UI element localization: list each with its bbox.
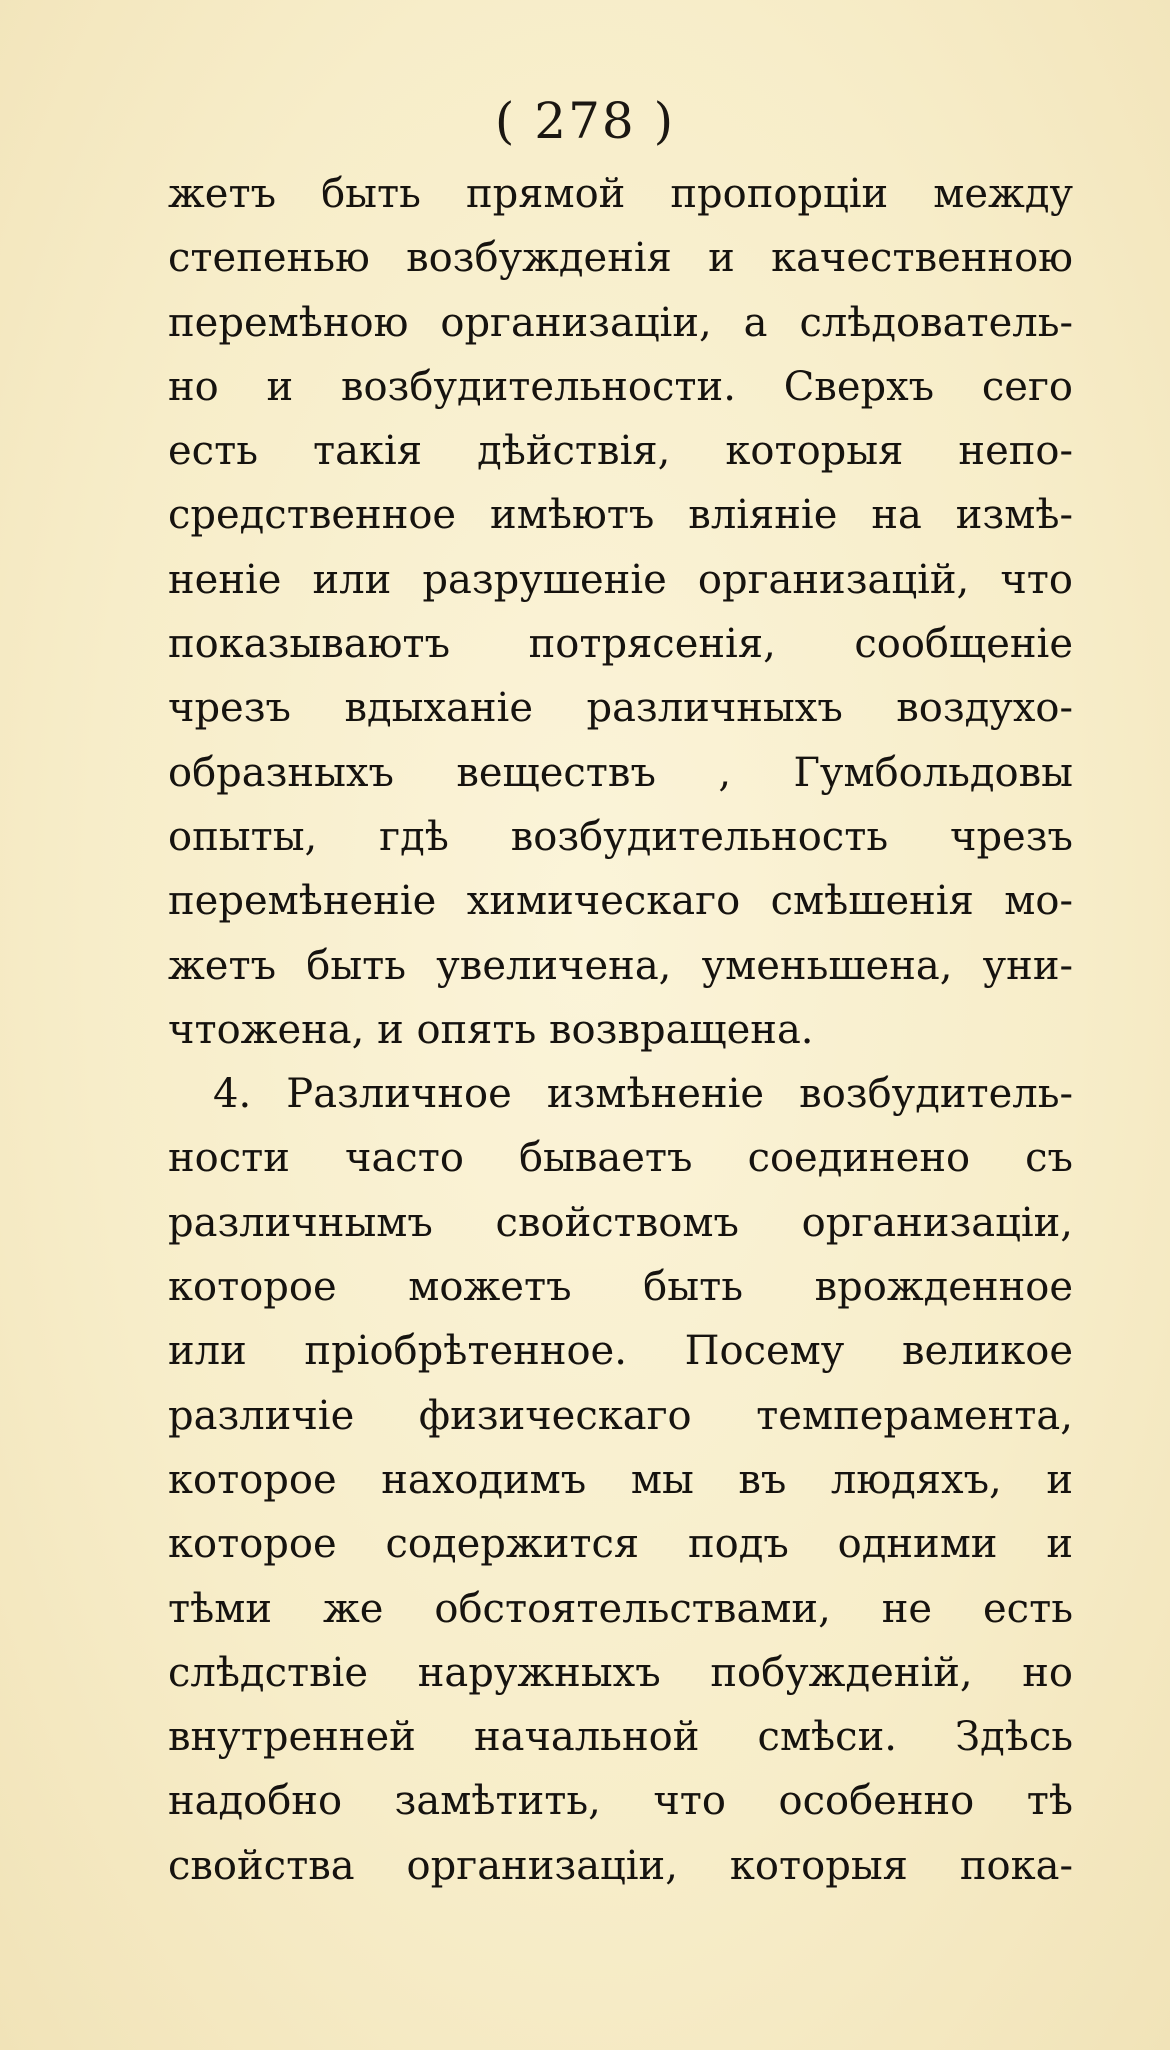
text-line: степенью возбужденія и качественною xyxy=(168,235,1073,282)
text-line: различіе физическаго темперамента, xyxy=(168,1392,1073,1439)
body-text xyxy=(168,162,1073,1898)
text-line: неніе или разрушеніе организацій, что xyxy=(168,556,1073,603)
text-line: различнымъ свойствомъ организаціи, xyxy=(168,1199,1073,1246)
text-line: которое находимъ мы въ людяхъ, и xyxy=(168,1456,1073,1503)
text-line: но и возбудительности. Сверхъ сего xyxy=(168,363,1073,410)
text-line: внутренней начальной смѣси. Здѣсь xyxy=(168,1714,1073,1761)
text-line: перемѣною организаціи, а слѣдователь- xyxy=(168,299,1073,346)
text-line: средственное имѣютъ вліяніе на измѣ- xyxy=(168,492,1073,539)
text-line: перемѣненіе химическаго смѣшенія мо- xyxy=(168,878,1073,925)
text-line: которое можетъ быть врожденное xyxy=(168,1264,1073,1311)
text-line: жетъ быть увеличена, уменьшена, уни- xyxy=(168,942,1073,989)
text-line: ности часто бываетъ соединено съ xyxy=(168,1135,1073,1182)
text-line: надобно замѣтить, что особенно тѣ xyxy=(168,1778,1073,1825)
text-line: чрезъ вдыханіе различныхъ воздухо- xyxy=(168,685,1073,732)
text-line: образныхъ веществъ , Гумбольдовы xyxy=(168,749,1073,796)
text-line: которое содержится подъ одними и xyxy=(168,1521,1073,1568)
text-line: показываютъ потрясенія, сообщеніе xyxy=(168,621,1073,668)
paragraph-start-line: 4. Различное измѣненіе возбудитель- xyxy=(213,1071,1073,1118)
text-line: опыты, гдѣ возбудительность чрезъ xyxy=(168,813,1073,860)
text-line: тѣми же обстоятельствами, не есть xyxy=(168,1585,1073,1632)
text-line: слѣдствіе наружныхъ побужденій, но xyxy=(168,1649,1073,1696)
paragraph-end-line: чтожена, и опять возвращена. xyxy=(168,1006,814,1053)
text-line: свойства организаціи, которыя пока- xyxy=(168,1842,1073,1889)
page-number: ( 278 ) xyxy=(494,92,676,150)
text-line: жетъ быть прямой пропорціи между xyxy=(168,171,1073,217)
text-line: или пріобрѣтенное. Посему великое xyxy=(168,1328,1073,1375)
text-line: есть такія дѣйствія, которыя непо- xyxy=(168,428,1073,475)
